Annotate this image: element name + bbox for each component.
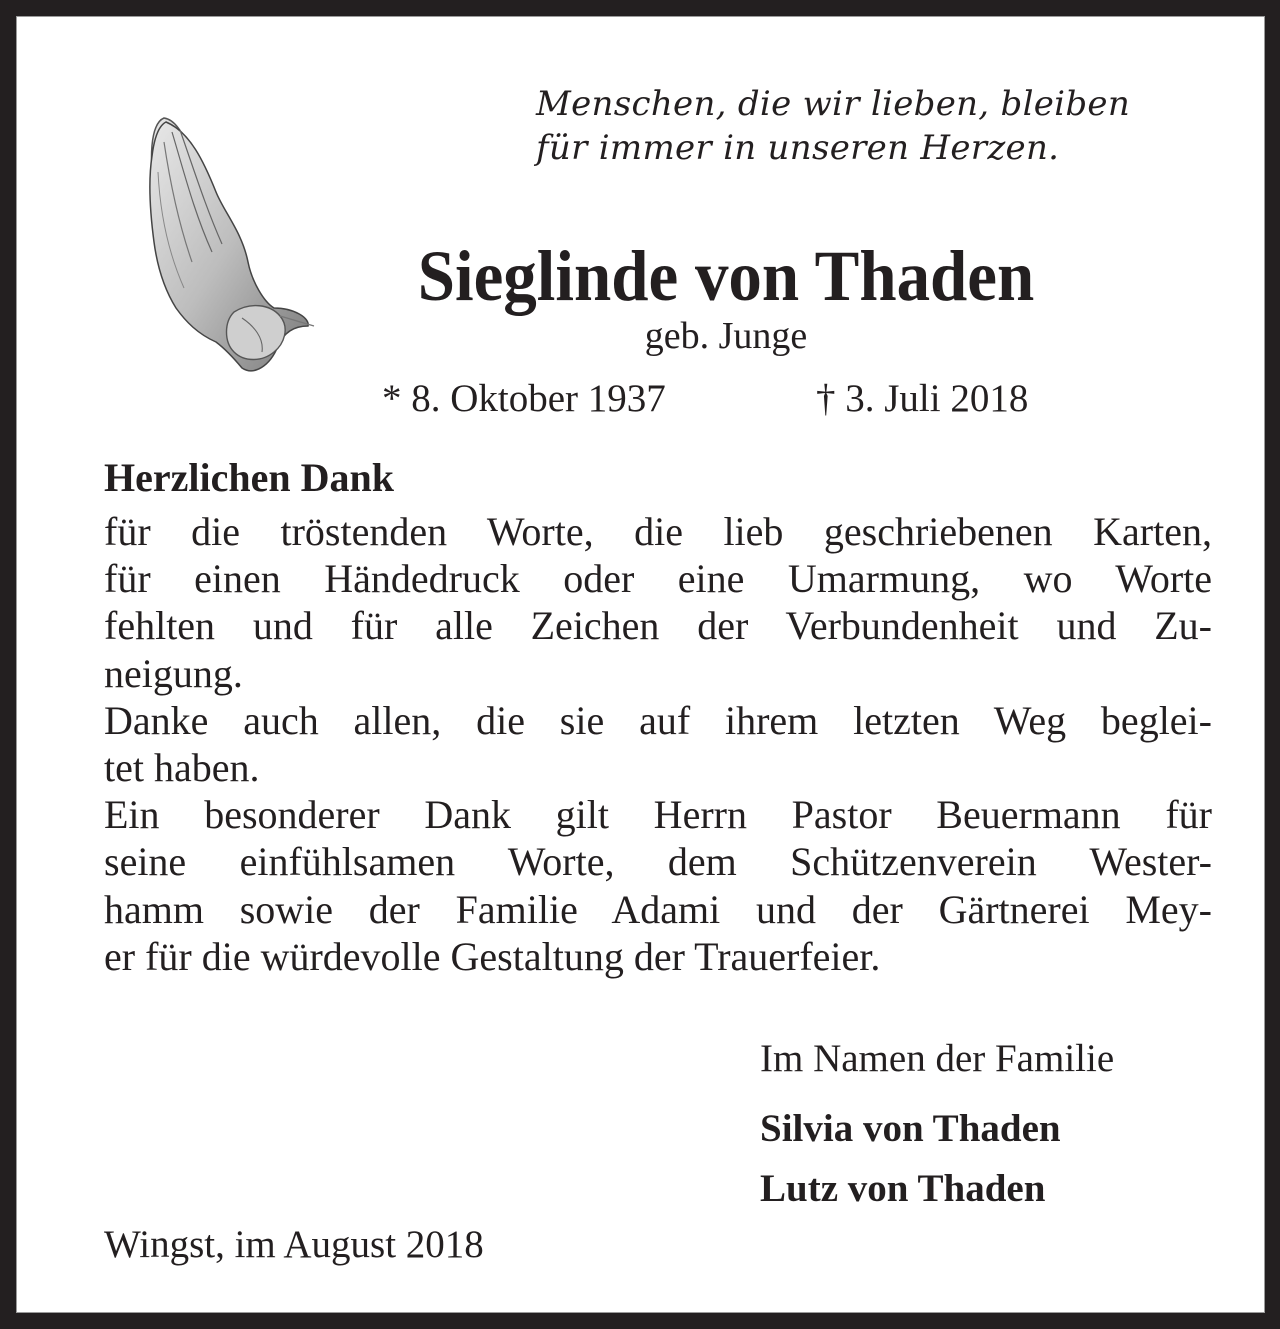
- body-line: Ein besonderer Dank gilt Herrn Pastor Beuermann für: [104, 792, 1212, 838]
- body-line: hamm sowie der Familie Adami und der Gärtnerei Mey-: [104, 886, 1212, 932]
- maiden-name: geb. Junge: [644, 315, 808, 357]
- body-line: neigung.: [104, 650, 243, 696]
- obituary-notice: [16, 16, 1265, 1313]
- body-line: für einen Händedruck oder eine Umarmung, wo Worte: [104, 556, 1212, 602]
- signer-name: Silvia von Thaden: [760, 1107, 1061, 1150]
- quote-line-2: für immer in unseren Herzen.: [536, 128, 1060, 168]
- body-line: Danke auch allen, die sie auf ihrem letzten Weg beglei-: [104, 697, 1212, 743]
- praying-hands-icon: [94, 112, 324, 382]
- signer-name: Lutz von Thaden: [760, 1167, 1046, 1210]
- thanks-heading: Herzlichen Dank: [104, 455, 394, 500]
- birth-date: * 8. Oktober 1937: [382, 377, 666, 420]
- death-date: † 3. Juli 2018: [816, 377, 1029, 420]
- deceased-name: Sieglinde von Thaden: [417, 236, 1035, 316]
- body-line: er für die würdevolle Gestaltung der Trauerfeier.: [104, 933, 881, 979]
- place-and-date: Wingst, im August 2018: [104, 1223, 484, 1266]
- signature-intro: Im Namen der Familie: [760, 1037, 1115, 1080]
- thanks-body: [104, 508, 1212, 980]
- body-line: für die tröstenden Worte, die lieb geschriebenen Karten,: [104, 509, 1212, 554]
- body-line: tet haben.: [104, 745, 260, 791]
- memorial-quote: [536, 82, 1212, 170]
- body-line: seine einfühlsamen Worte, dem Schützenverein Wester-: [104, 839, 1212, 885]
- body-line: fehlten und für alle Zeichen der Verbundenheit und Zu-: [104, 603, 1212, 649]
- quote-line-1: Menschen, die wir lieben, bleiben: [536, 84, 1131, 124]
